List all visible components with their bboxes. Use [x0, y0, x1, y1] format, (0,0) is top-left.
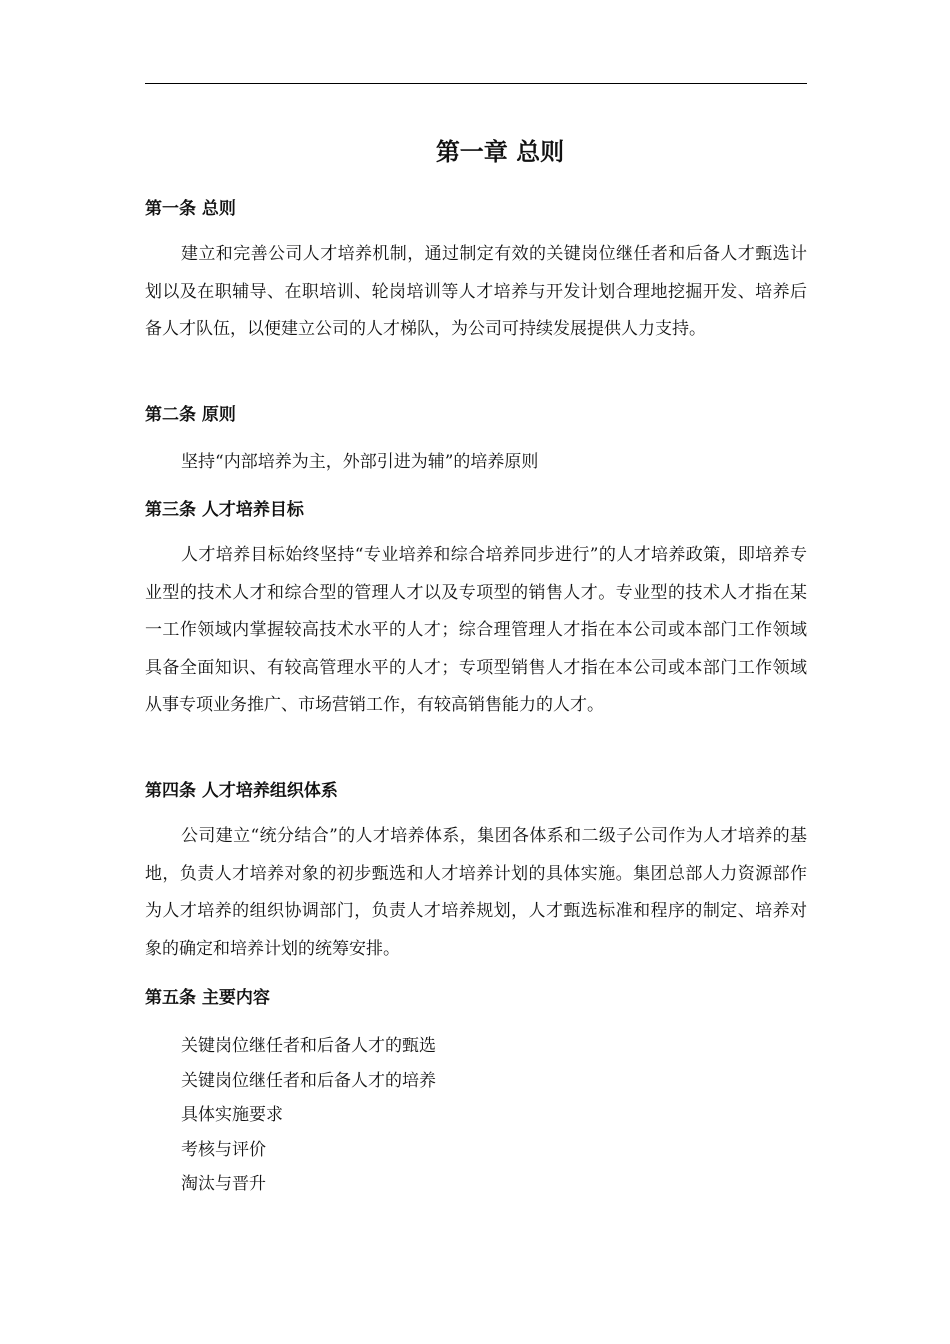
article-1-body: 建立和完善公司人才培养机制，通过制定有效的关键岗位继任者和后备人才甄选计划以及在职辅导、在职培训、轮岗培训等人才培养与开发计划合理地挖掘开发、培养后备人才队伍，以便建立公司的人才梯队，为公司可持续发展提供人力支持。: [145, 244, 807, 339]
article-4-body: 公司建立“统分结合”的人才培养体系，集团各体系和二级子公司作为人才培养的基地，负责人才培养对象的初步甄选和人才培养计划的具体实施。集团总部人力资源部作为人才培养的组织协调部门，负责人才培养规划，人才甄选标准和程序的制定、培养对象的确定和培养计划的统筹安排。: [145, 826, 807, 959]
document-page: [145, 0, 807, 1344]
list-item: 考核与评价: [181, 1139, 266, 1160]
article-3-body: 人才培养目标始终坚持“专业培养和综合培养同步进行”的人才培养政策，即培养专业型的技术人才和综合型的管理人才以及专项型的销售人才。专业型的技术人才指在某一工作领域内掌握较高技术水平的人才；综合理管理人才指在本公司或本部门工作领域具备全面知识、有较高管理水平的人才；专项型销售人才指在本公司或本部门工作领域从事专项业务推广、市场营销工作，有较高销售能力的人才。: [145, 545, 807, 715]
list-item: 淘汰与晋升: [181, 1174, 266, 1194]
list-item: 具体实施要求: [181, 1105, 283, 1125]
list-item: 关键岗位继任者和后备人才的甄选: [181, 1036, 436, 1056]
list-item: 关键岗位继任者和后备人才的培养: [181, 1070, 436, 1091]
article-5-heading: 第五条 主要内容: [145, 988, 270, 1008]
article-2-body: 坚持“内部培养为主，外部引进为辅”的培养原则: [181, 452, 539, 472]
article-5-content-list: [181, 1029, 436, 1202]
chapter-title: 第一章 总则: [435, 137, 565, 166]
header-rule: [145, 83, 807, 84]
article-1-heading: 第一条 总则: [145, 199, 236, 219]
article-3-heading: 第三条 人才培养目标: [145, 500, 304, 520]
article-2-heading: 第二条 原则: [145, 405, 236, 425]
article-4-heading: 第四条 人才培养组织体系: [145, 781, 338, 801]
